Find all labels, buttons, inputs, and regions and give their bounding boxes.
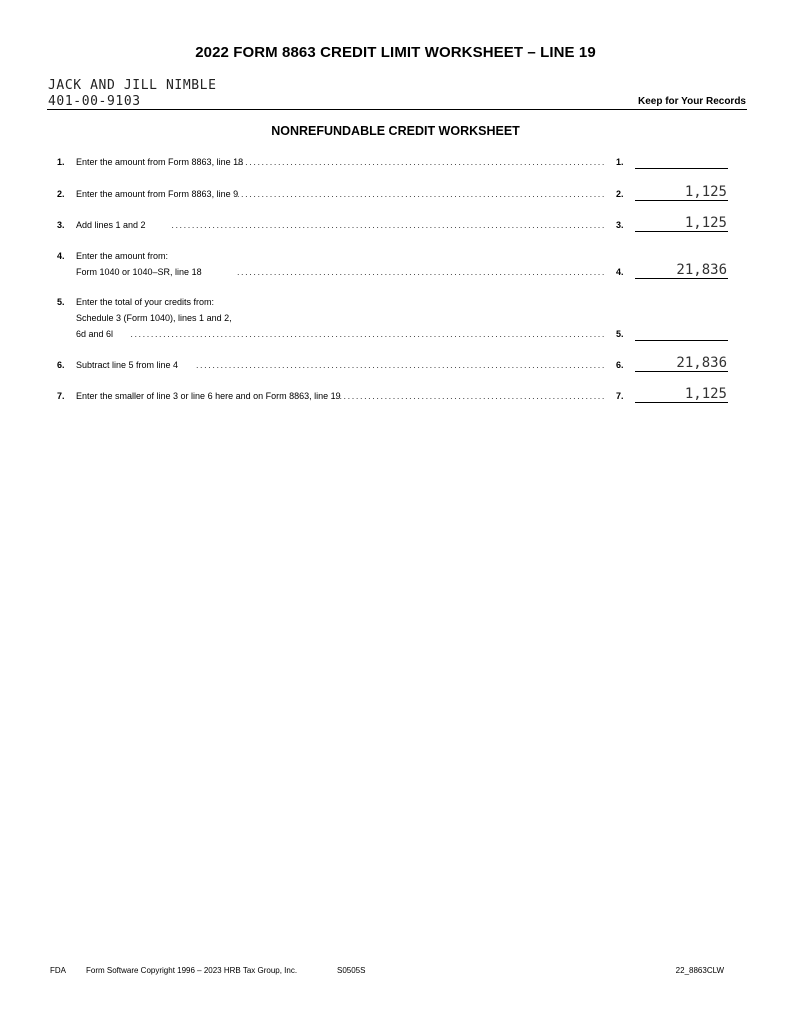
- line-label: Enter the amount from Form 8863, line 9: [76, 189, 239, 199]
- line-label-continued: 6d and 6l: [76, 329, 114, 339]
- dot-leader: ..........................................................................................................: [171, 220, 606, 230]
- line-6-amount-field[interactable]: 21,836: [635, 355, 728, 372]
- dot-leader: ..........................................................................................: [236, 267, 606, 277]
- worksheet-line-1: [0, 157, 791, 173]
- line-number: 2.: [57, 189, 65, 199]
- line-3-amount-field[interactable]: 1,125: [635, 215, 728, 232]
- line-ref-number: 6.: [616, 360, 624, 370]
- taxpayer-ssn: 401-00-9103: [48, 94, 141, 109]
- line-1-amount-field[interactable]: [635, 152, 728, 169]
- dot-leader: ....................................................................................................: [195, 360, 606, 370]
- line-ref-number: 1.: [616, 157, 624, 167]
- worksheet-line-3: [0, 215, 791, 236]
- line-ref-number: 5.: [616, 329, 624, 339]
- line-number: 3.: [57, 220, 65, 230]
- worksheet-line-7: [0, 386, 791, 407]
- line-ref-number: 4.: [616, 267, 624, 277]
- line-label: Enter the smaller of line 3 or line 6 here and on Form 8863, line 19: [76, 391, 341, 401]
- line-label: Enter the amount from Form 8863, line 18: [76, 157, 244, 167]
- line-number: 5.: [57, 297, 65, 307]
- line-5-amount-field[interactable]: [635, 324, 728, 341]
- taxpayer-name: JACK AND JILL NIMBLE: [48, 78, 217, 93]
- section-title: NONREFUNDABLE CREDIT WORKSHEET: [271, 124, 520, 138]
- line-label: Subtract line 5 from line 4: [76, 360, 179, 370]
- line-number: 4.: [57, 251, 65, 261]
- worksheet-line-6: [0, 355, 791, 376]
- line-label-continued: Schedule 3 (Form 1040), lines 1 and 2,: [76, 313, 232, 323]
- keep-for-records-note: Keep for Your Records: [638, 96, 746, 107]
- dot-leader: ....................................................................................................................: [130, 329, 606, 339]
- line-2-amount-field[interactable]: 1,125: [635, 184, 728, 201]
- header-rule: [47, 109, 747, 110]
- line-label: Add lines 1 and 2: [76, 220, 146, 230]
- worksheet-line-5: [0, 297, 791, 339]
- line-number: 1.: [57, 157, 65, 167]
- line-label-continued: Form 1040 or 1040–SR, line 18: [76, 267, 202, 277]
- line-ref-number: 7.: [616, 391, 624, 401]
- dot-leader: ..................................................................: [335, 391, 606, 401]
- worksheet-line-2: [0, 184, 791, 205]
- line-label: Enter the amount from:: [76, 251, 169, 261]
- worksheet-line-4: [0, 251, 791, 278]
- line-label: Enter the total of your credits from:: [76, 297, 215, 307]
- line-4-amount-field[interactable]: 21,836: [635, 262, 728, 279]
- dot-leader: ..........................................................................................: [236, 189, 606, 199]
- worksheet-title: 2022 FORM 8863 CREDIT LIMIT WORKSHEET – LINE 19: [195, 44, 596, 61]
- dot-leader: ..........................................................................................: [236, 157, 606, 167]
- line-7-amount-field[interactable]: 1,125: [635, 386, 728, 403]
- line-number: 6.: [57, 360, 65, 370]
- footer-doc-id: 22_8863CLW: [675, 966, 724, 975]
- footer-copyright: Form Software Copyright 1996 – 2023 HRB Tax Group, Inc.: [86, 966, 298, 975]
- footer-code: FDA: [50, 966, 66, 975]
- line-ref-number: 2.: [616, 189, 624, 199]
- line-number: 7.: [57, 391, 65, 401]
- line-ref-number: 3.: [616, 220, 624, 230]
- footer-form-id: S0505S: [337, 966, 366, 975]
